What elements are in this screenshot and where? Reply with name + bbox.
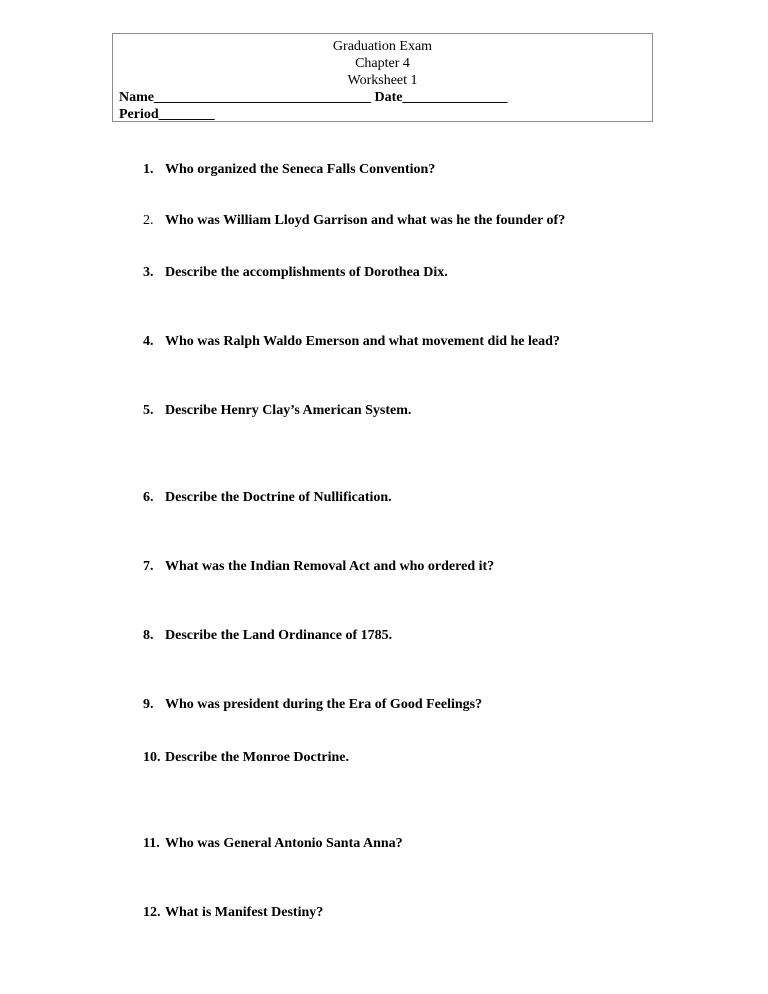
question-text: Who organized the Seneca Falls Convention? <box>165 162 436 177</box>
question-number: 9. <box>143 697 154 712</box>
question-number: 4. <box>143 334 154 349</box>
question-number: 7. <box>143 559 154 574</box>
question-text: What was the Indian Removal Act and who ordered it? <box>165 559 495 574</box>
question-text: Describe the Monroe Doctrine. <box>165 750 350 765</box>
question-text: What is Manifest Destiny? <box>165 905 324 920</box>
name-date-field: Name_______________________________ Date_______________ <box>119 90 508 105</box>
question-item <box>136 247 448 281</box>
question-number: 3. <box>143 265 154 280</box>
question-item <box>136 679 482 713</box>
question-item <box>136 818 403 852</box>
question-item <box>136 144 435 178</box>
question-number: 10. <box>143 750 161 765</box>
question-item <box>136 316 560 350</box>
question-number: 2. <box>143 213 154 228</box>
question-number: 12. <box>143 905 161 920</box>
question-text: Who was General Antonio Santa Anna? <box>165 836 403 851</box>
question-text: Describe the accomplishments of Dorothea Dix. <box>165 265 448 280</box>
worksheet-header-box <box>112 33 653 122</box>
question-text: Who was Ralph Waldo Emerson and what movement did he lead? <box>165 334 560 349</box>
question-item <box>136 610 392 644</box>
question-text: Describe Henry Clay’s American System. <box>165 403 412 418</box>
question-text: Describe the Land Ordinance of 1785. <box>165 628 393 643</box>
question-item <box>136 887 323 921</box>
question-number: 11. <box>143 836 160 851</box>
exam-title: Graduation Exam <box>332 39 433 54</box>
question-item <box>136 732 349 766</box>
question-item <box>136 385 411 419</box>
question-number: 5. <box>143 403 154 418</box>
question-item <box>136 472 392 506</box>
chapter-label: Chapter 4 <box>355 56 410 71</box>
question-number: 1. <box>143 162 154 177</box>
question-text: Who was William Lloyd Garrison and what was he the founder of? <box>165 213 566 228</box>
question-number: 8. <box>143 628 154 643</box>
question-number: 6. <box>143 490 154 505</box>
question-item <box>136 541 494 575</box>
worksheet-label: Worksheet 1 <box>347 73 418 88</box>
question-text: Describe the Doctrine of Nullification. <box>165 490 392 505</box>
question-item <box>136 195 565 229</box>
period-field: Period________ <box>119 107 215 122</box>
question-text: Who was president during the Era of Good Feelings? <box>165 697 483 712</box>
